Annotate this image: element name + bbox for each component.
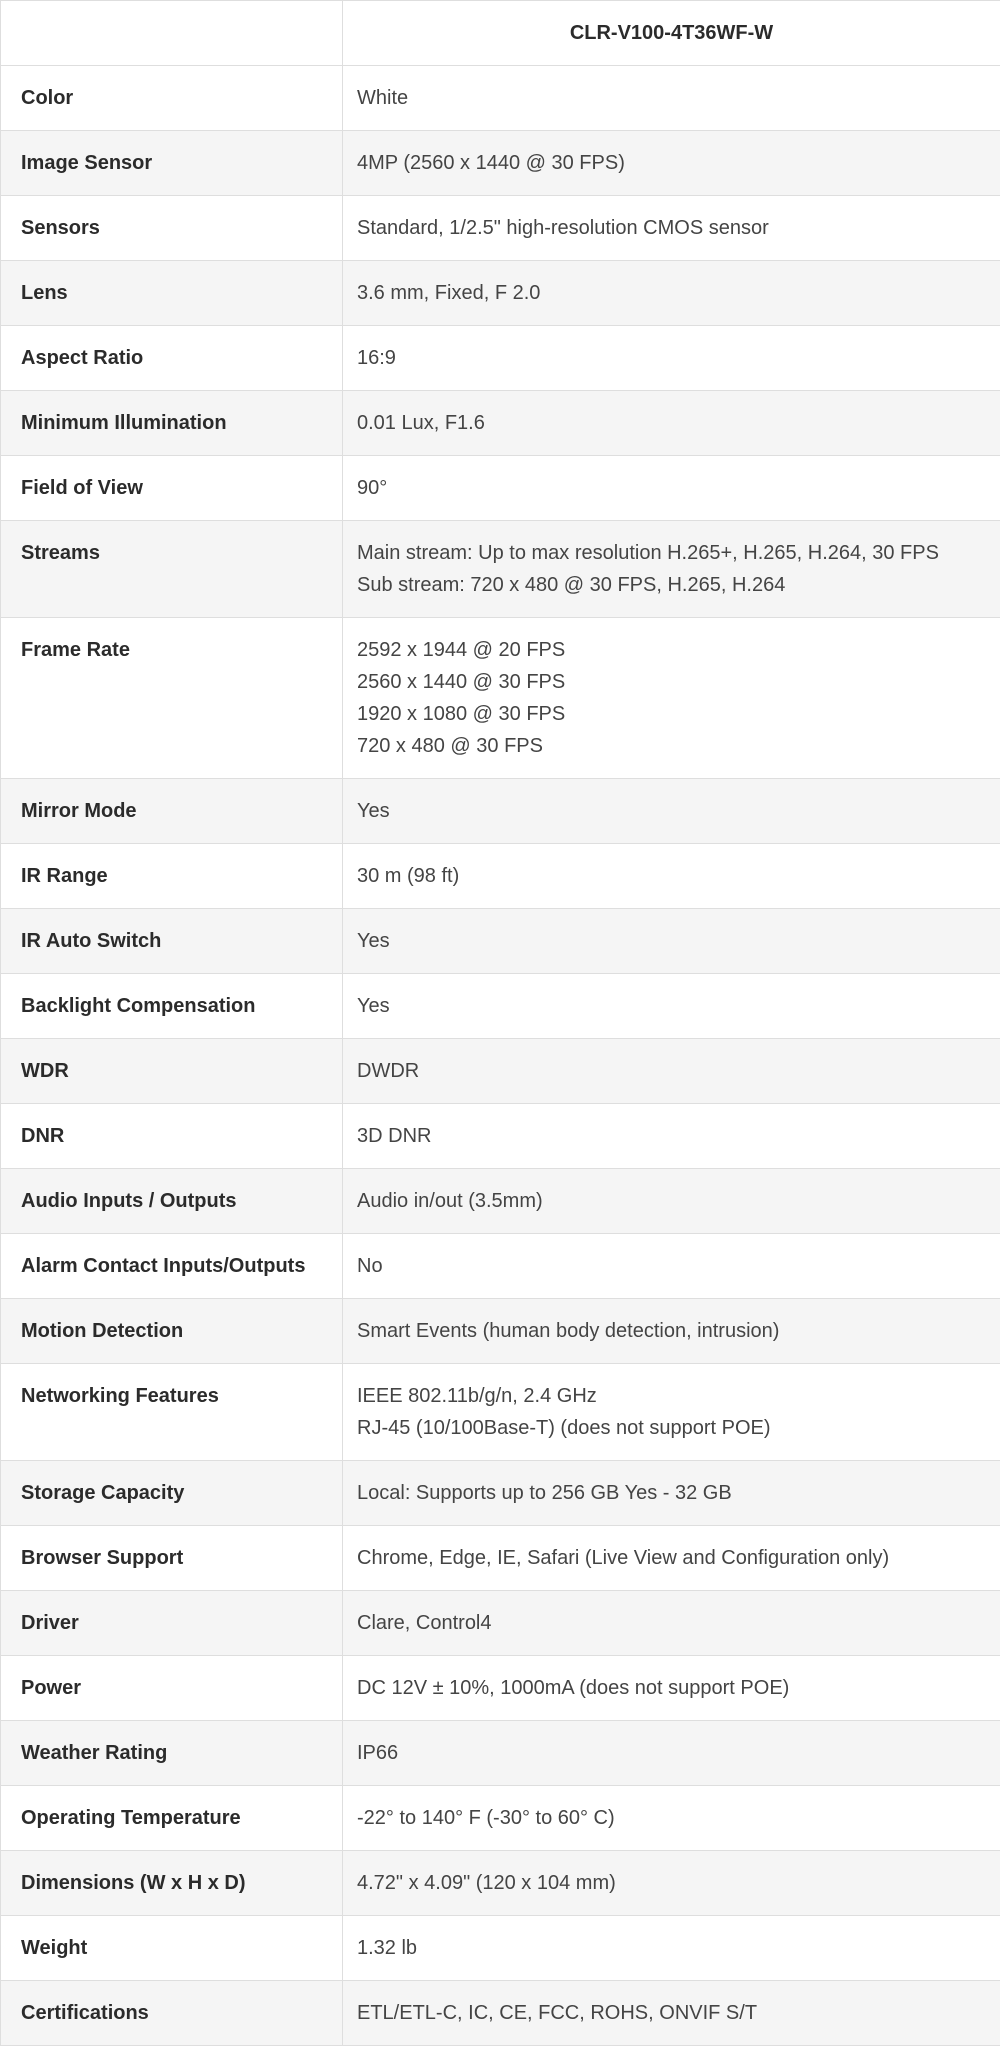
row-value-line: Main stream: Up to max resolution H.265+, H.265, H.264, 30 FPS bbox=[357, 537, 984, 569]
row-value bbox=[343, 1916, 1000, 1981]
row-value-line: No bbox=[357, 1250, 984, 1282]
row-value bbox=[343, 844, 1000, 909]
row-value-line: 30 m (98 ft) bbox=[357, 860, 984, 892]
row-value bbox=[343, 1526, 1000, 1591]
row-value-line: Chrome, Edge, IE, Safari (Live View and Configuration only) bbox=[357, 1542, 984, 1574]
row-label: Streams bbox=[1, 521, 343, 618]
row-label: Aspect Ratio bbox=[1, 326, 343, 391]
row-label: Driver bbox=[1, 1591, 343, 1656]
row-value bbox=[343, 779, 1000, 844]
row-value-line: 720 x 480 @ 30 FPS bbox=[357, 730, 984, 762]
row-value-line: Local: Supports up to 256 GB Yes - 32 GB bbox=[357, 1477, 984, 1509]
row-value-line: -22° to 140° F (-30° to 60° C) bbox=[357, 1802, 984, 1834]
table-row bbox=[1, 1656, 1000, 1721]
row-value bbox=[343, 1364, 1000, 1461]
row-value-line: DWDR bbox=[357, 1055, 984, 1087]
row-label: Audio Inputs / Outputs bbox=[1, 1169, 343, 1234]
row-label: Field of View bbox=[1, 456, 343, 521]
row-value-line: 90° bbox=[357, 472, 984, 504]
row-label: Color bbox=[1, 66, 343, 131]
row-value-line: IP66 bbox=[357, 1737, 984, 1769]
row-value-line: IEEE 802.11b/g/n, 2.4 GHz bbox=[357, 1380, 984, 1412]
row-value bbox=[343, 974, 1000, 1039]
row-value bbox=[343, 1461, 1000, 1526]
table-row bbox=[1, 1234, 1000, 1299]
table-row bbox=[1, 1851, 1000, 1916]
row-value bbox=[343, 66, 1000, 131]
row-value-line: 4MP (2560 x 1440 @ 30 FPS) bbox=[357, 147, 984, 179]
row-label: WDR bbox=[1, 1039, 343, 1104]
row-label: DNR bbox=[1, 1104, 343, 1169]
row-value-line: Audio in/out (3.5mm) bbox=[357, 1185, 984, 1217]
row-label: Mirror Mode bbox=[1, 779, 343, 844]
row-value bbox=[343, 261, 1000, 326]
row-label: Weight bbox=[1, 1916, 343, 1981]
row-value-line: Yes bbox=[357, 795, 984, 827]
row-value-line: DC 12V ± 10%, 1000mA (does not support POE) bbox=[357, 1672, 984, 1704]
row-value-line: Sub stream: 720 x 480 @ 30 FPS, H.265, H.264 bbox=[357, 569, 984, 601]
row-value bbox=[343, 1234, 1000, 1299]
row-label: Minimum Illumination bbox=[1, 391, 343, 456]
table-row bbox=[1, 1786, 1000, 1851]
row-label: Lens bbox=[1, 261, 343, 326]
table-row bbox=[1, 1299, 1000, 1364]
row-value-line: 2560 x 1440 @ 30 FPS bbox=[357, 666, 984, 698]
row-value bbox=[343, 196, 1000, 261]
row-value-line: 0.01 Lux, F1.6 bbox=[357, 407, 984, 439]
row-label: Networking Features bbox=[1, 1364, 343, 1461]
table-row bbox=[1, 844, 1000, 909]
row-value bbox=[343, 1981, 1000, 2046]
header-row bbox=[1, 1, 1000, 66]
row-value bbox=[343, 1039, 1000, 1104]
row-value bbox=[343, 391, 1000, 456]
row-value bbox=[343, 1851, 1000, 1916]
row-value bbox=[343, 618, 1000, 779]
row-value bbox=[343, 456, 1000, 521]
table-row bbox=[1, 779, 1000, 844]
table-row bbox=[1, 521, 1000, 618]
row-label: IR Range bbox=[1, 844, 343, 909]
table-row bbox=[1, 1721, 1000, 1786]
table-row bbox=[1, 66, 1000, 131]
row-label: Browser Support bbox=[1, 1526, 343, 1591]
table-row bbox=[1, 1169, 1000, 1234]
row-value bbox=[343, 1786, 1000, 1851]
row-value-line: Smart Events (human body detection, intrusion) bbox=[357, 1315, 984, 1347]
table-row bbox=[1, 1526, 1000, 1591]
table-row bbox=[1, 1039, 1000, 1104]
table-row bbox=[1, 618, 1000, 779]
spec-table-body bbox=[1, 66, 1000, 2046]
row-value-line: 1920 x 1080 @ 30 FPS bbox=[357, 698, 984, 730]
row-value-line: 3.6 mm, Fixed, F 2.0 bbox=[357, 277, 984, 309]
row-label: Sensors bbox=[1, 196, 343, 261]
table-row bbox=[1, 1981, 1000, 2046]
table-row bbox=[1, 1461, 1000, 1526]
row-value-line: White bbox=[357, 82, 984, 114]
row-label: Certifications bbox=[1, 1981, 343, 2046]
row-value bbox=[343, 909, 1000, 974]
table-row bbox=[1, 909, 1000, 974]
table-row bbox=[1, 196, 1000, 261]
row-label: Backlight Compensation bbox=[1, 974, 343, 1039]
row-value-line: Standard, 1/2.5" high-resolution CMOS sensor bbox=[357, 212, 984, 244]
row-value-line: 16:9 bbox=[357, 342, 984, 374]
row-label: Dimensions (W x H x D) bbox=[1, 1851, 343, 1916]
table-row bbox=[1, 131, 1000, 196]
row-value bbox=[343, 1656, 1000, 1721]
row-value-line: ETL/ETL-C, IC, CE, FCC, ROHS, ONVIF S/T bbox=[357, 1997, 984, 2029]
table-row bbox=[1, 1591, 1000, 1656]
row-value bbox=[343, 1169, 1000, 1234]
row-value-line: Yes bbox=[357, 990, 984, 1022]
row-label: IR Auto Switch bbox=[1, 909, 343, 974]
header-label-cell bbox=[1, 1, 343, 66]
row-value bbox=[343, 326, 1000, 391]
row-value-line: 4.72" x 4.09" (120 x 104 mm) bbox=[357, 1867, 984, 1899]
table-row bbox=[1, 974, 1000, 1039]
table-row bbox=[1, 1364, 1000, 1461]
row-label: Image Sensor bbox=[1, 131, 343, 196]
spec-table-header bbox=[1, 1, 1000, 66]
row-label: Operating Temperature bbox=[1, 1786, 343, 1851]
row-value bbox=[343, 131, 1000, 196]
row-label: Power bbox=[1, 1656, 343, 1721]
header-model-cell: CLR-V100-4T36WF-W bbox=[343, 1, 1000, 66]
row-value-line: RJ-45 (10/100Base-T) (does not support POE) bbox=[357, 1412, 984, 1444]
row-value bbox=[343, 521, 1000, 618]
row-value-line: 2592 x 1944 @ 20 FPS bbox=[357, 634, 984, 666]
row-label: Frame Rate bbox=[1, 618, 343, 779]
row-value-line: 1.32 lb bbox=[357, 1932, 984, 1964]
row-value bbox=[343, 1721, 1000, 1786]
row-value-line: 3D DNR bbox=[357, 1120, 984, 1152]
row-label: Weather Rating bbox=[1, 1721, 343, 1786]
table-row bbox=[1, 1916, 1000, 1981]
row-label: Alarm Contact Inputs/Outputs bbox=[1, 1234, 343, 1299]
row-value bbox=[343, 1299, 1000, 1364]
row-value bbox=[343, 1591, 1000, 1656]
table-row bbox=[1, 391, 1000, 456]
row-value-line: Yes bbox=[357, 925, 984, 957]
table-row bbox=[1, 1104, 1000, 1169]
row-value bbox=[343, 1104, 1000, 1169]
table-row bbox=[1, 326, 1000, 391]
table-row bbox=[1, 456, 1000, 521]
table-row bbox=[1, 261, 1000, 326]
row-label: Storage Capacity bbox=[1, 1461, 343, 1526]
row-label: Motion Detection bbox=[1, 1299, 343, 1364]
row-value-line: Clare, Control4 bbox=[357, 1607, 984, 1639]
